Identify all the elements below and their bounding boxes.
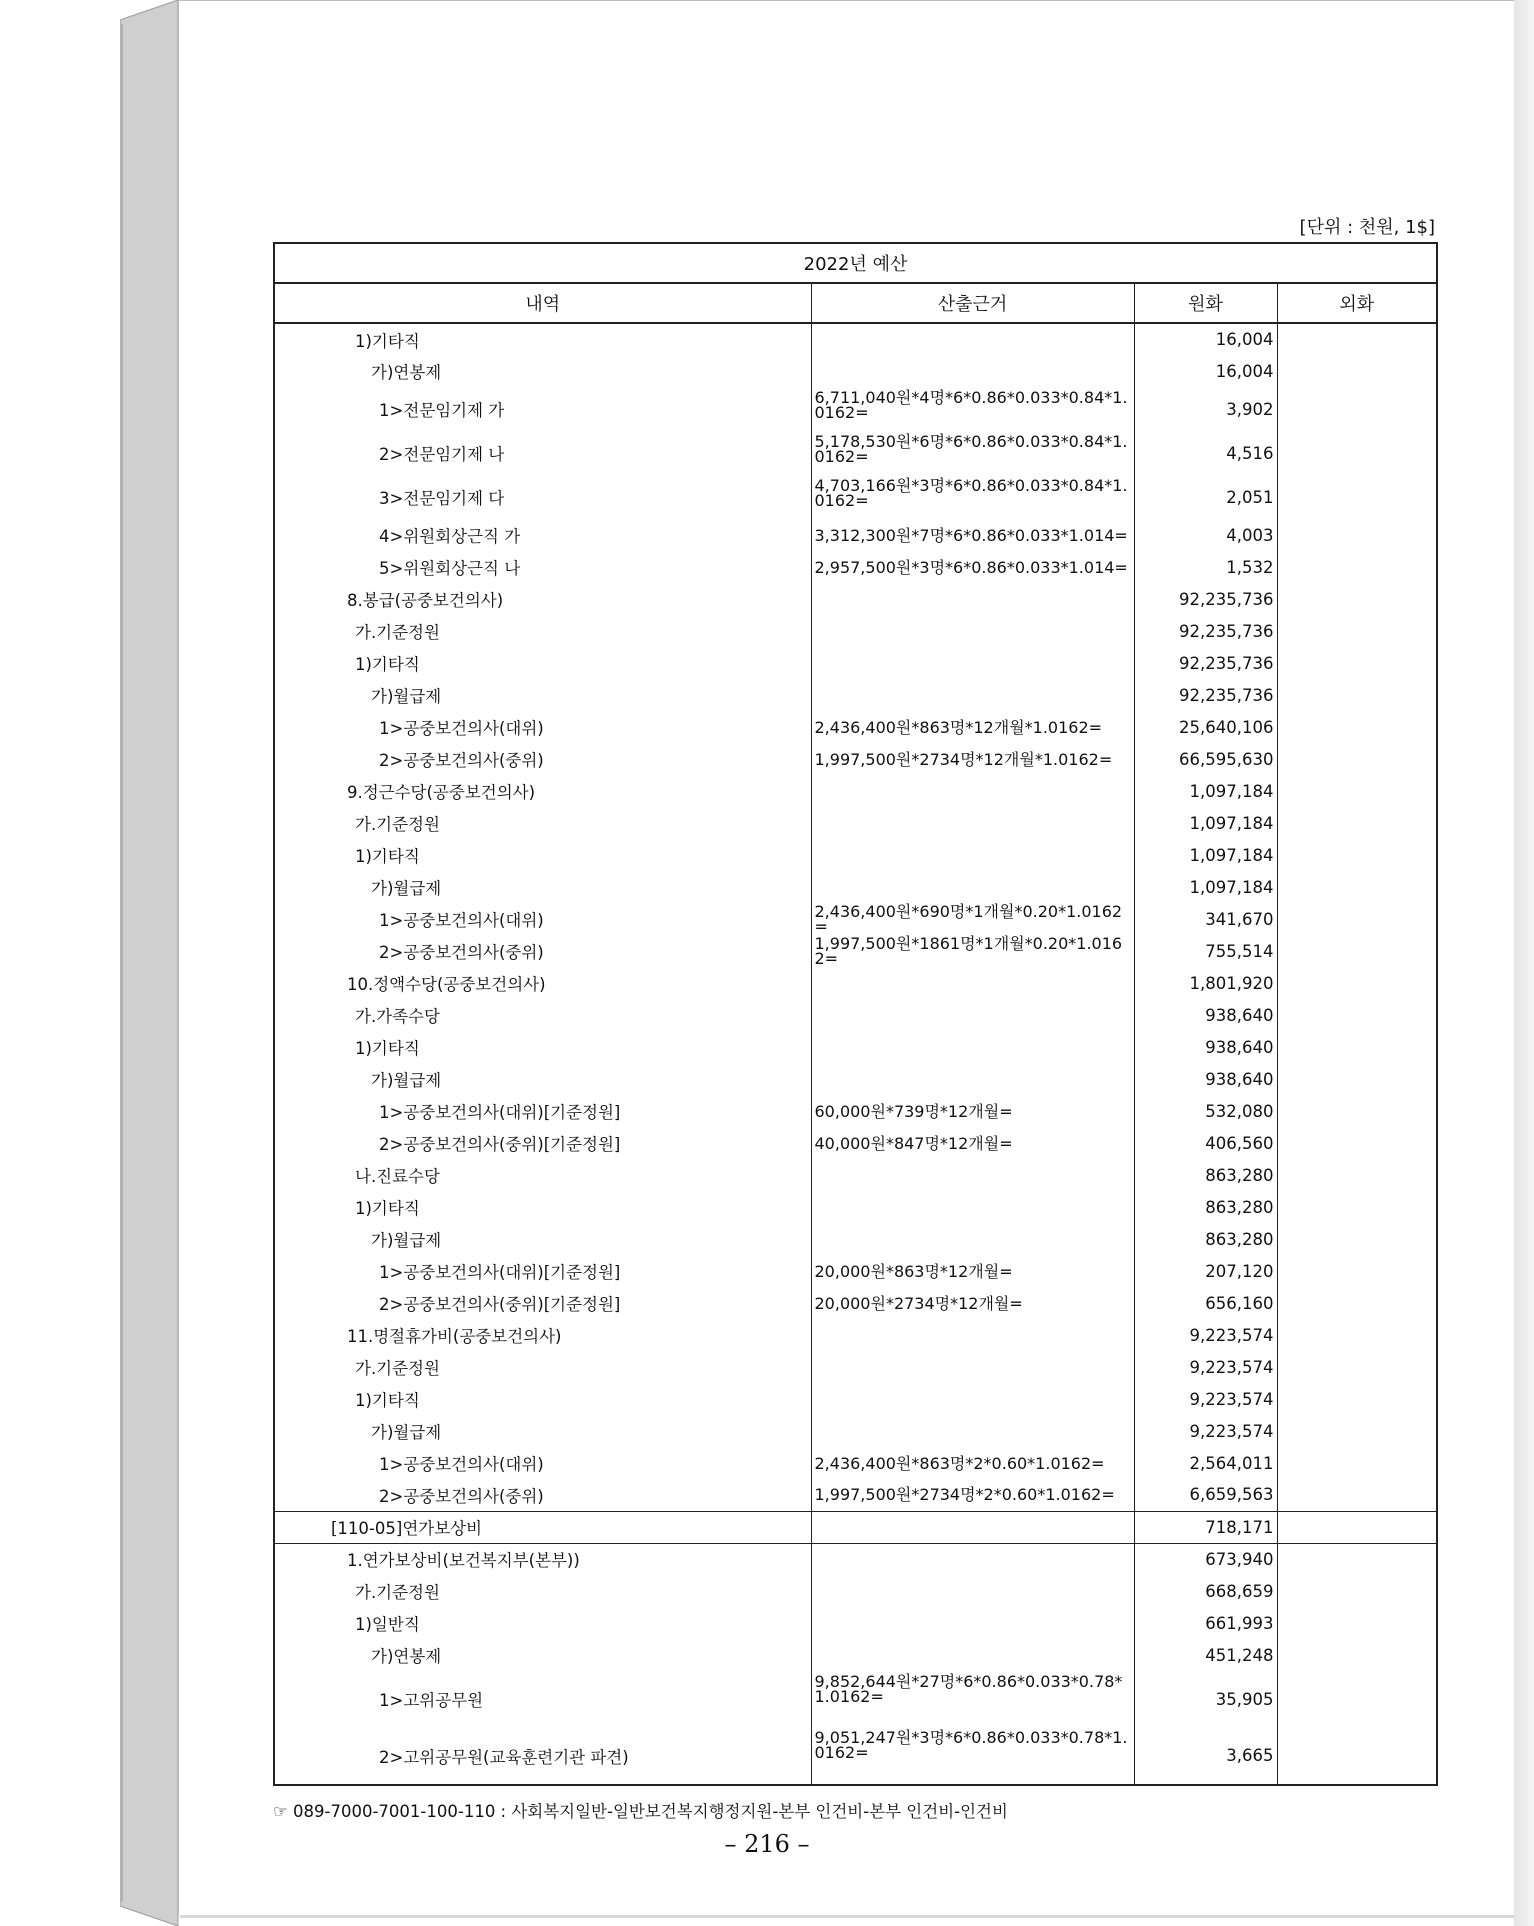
row-basis [811,1575,1134,1607]
row-desc: 2>공중보건의사(중위) [274,935,811,967]
table-row [274,1287,1437,1319]
row-desc: 가)월급제 [274,871,811,903]
row-krw: 16,004 [1134,355,1277,387]
table-row [274,839,1437,871]
row-desc: 1)기타직 [274,647,811,679]
row-krw: 92,235,736 [1134,615,1277,647]
row-krw: 2,051 [1134,475,1277,519]
row-krw: 4,003 [1134,519,1277,551]
row-krw: 92,235,736 [1134,583,1277,615]
row-basis: 2,436,400원*690명*1개월*0.20*1.0162= [811,903,1134,935]
row-basis [811,775,1134,807]
row-basis: 3,312,300원*7명*6*0.86*0.033*1.014= [811,519,1134,551]
table-row [274,775,1437,807]
row-fx [1277,1287,1437,1319]
table-row [274,355,1437,387]
table-row [274,475,1437,519]
table-row [274,1351,1437,1383]
row-desc: 1>공중보건의사(대위)[기준정원] [274,1095,811,1127]
row-basis: 2,957,500원*3명*6*0.86*0.033*1.014= [811,551,1134,583]
table-row [274,1607,1437,1639]
unit-label: [단위 : 천원, 1$] [1299,217,1435,238]
row-basis: 2,436,400원*863명*2*0.60*1.0162= [811,1447,1134,1479]
row-desc: 2>공중보건의사(중위) [274,743,811,775]
table-row [274,1543,1437,1575]
table-title: 2022년 예산 [274,243,1437,283]
table-row [274,1447,1437,1479]
table-row [274,999,1437,1031]
row-desc: 3>전문임기제 다 [274,475,811,519]
row-krw: 863,280 [1134,1159,1277,1191]
table-row [274,1319,1437,1351]
row-desc: 9.정근수당(공중보건의사) [274,775,811,807]
table-row [274,1511,1437,1543]
row-basis [811,1415,1134,1447]
row-desc: 가.기준정원 [274,1351,811,1383]
row-basis: 2,436,400원*863명*12개월*1.0162= [811,711,1134,743]
row-basis [811,1191,1134,1223]
table-row [274,679,1437,711]
table-row [274,1031,1437,1063]
table-row [274,431,1437,475]
header-krw: 원화 [1134,283,1277,323]
row-fx [1277,1191,1437,1223]
row-krw: 673,940 [1134,1543,1277,1575]
row-desc: 1>전문임기제 가 [274,387,811,431]
row-krw: 1,097,184 [1134,871,1277,903]
header-desc: 내역 [274,283,811,323]
row-krw: 25,640,106 [1134,711,1277,743]
table-row [274,1575,1437,1607]
row-desc: 1)일반직 [274,1607,811,1639]
row-krw: 4,516 [1134,431,1277,475]
row-fx [1277,935,1437,967]
row-krw: 406,560 [1134,1127,1277,1159]
row-basis: 4,703,166원*3명*6*0.86*0.033*0.84*1.0162= [811,475,1134,519]
row-krw: 938,640 [1134,1063,1277,1095]
row-fx [1277,1127,1437,1159]
table-row [274,1063,1437,1095]
row-fx [1277,1727,1437,1785]
row-desc: 1)기타직 [274,839,811,871]
table-row [274,647,1437,679]
row-fx [1277,1095,1437,1127]
row-krw: 6,659,563 [1134,1479,1277,1511]
row-desc: 2>공중보건의사(중위)[기준정원] [274,1287,811,1319]
budget-table [273,242,1438,1786]
table-row [274,583,1437,615]
table-row [274,519,1437,551]
row-basis: 5,178,530원*6명*6*0.86*0.033*0.84*1.0162= [811,431,1134,475]
row-basis: 20,000원*863명*12개월= [811,1255,1134,1287]
row-basis [811,583,1134,615]
row-krw: 2,564,011 [1134,1447,1277,1479]
row-basis [811,1543,1134,1575]
page-number: – 216 – [724,1830,810,1858]
row-krw: 1,097,184 [1134,807,1277,839]
row-desc: 가.기준정원 [274,615,811,647]
row-fx [1277,387,1437,431]
row-krw: 16,004 [1134,323,1277,355]
row-fx [1277,1319,1437,1351]
table-row [274,1415,1437,1447]
row-krw: 66,595,630 [1134,743,1277,775]
row-fx [1277,1511,1437,1543]
row-desc: 4>위원회상근직 가 [274,519,811,551]
row-krw: 92,235,736 [1134,647,1277,679]
row-fx [1277,1031,1437,1063]
row-krw: 938,640 [1134,1031,1277,1063]
row-krw: 863,280 [1134,1223,1277,1255]
table-row [274,1127,1437,1159]
row-desc: 1)기타직 [274,1383,811,1415]
row-desc: 1)기타직 [274,1031,811,1063]
row-basis [811,1607,1134,1639]
row-basis [811,999,1134,1031]
row-fx [1277,1383,1437,1415]
row-fx [1277,807,1437,839]
row-fx [1277,1351,1437,1383]
row-desc: 1)기타직 [274,323,811,355]
row-basis [811,1159,1134,1191]
row-basis: 60,000원*739명*12개월= [811,1095,1134,1127]
row-desc: 나.진료수당 [274,1159,811,1191]
row-fx [1277,583,1437,615]
row-basis: 1,997,500원*2734명*2*0.60*1.0162= [811,1479,1134,1511]
row-basis [811,1351,1134,1383]
row-basis [811,839,1134,871]
row-krw: 3,902 [1134,387,1277,431]
row-desc: 가)연봉제 [274,1639,811,1671]
row-basis [811,807,1134,839]
table-row [274,1639,1437,1671]
table-row [274,323,1437,355]
row-krw: 532,080 [1134,1095,1277,1127]
row-fx [1277,551,1437,583]
row-basis: 20,000원*2734명*12개월= [811,1287,1134,1319]
row-desc: 1>공중보건의사(대위) [274,711,811,743]
row-desc: 1)기타직 [274,1191,811,1223]
row-basis [811,323,1134,355]
row-basis [811,615,1134,647]
row-basis: 1,997,500원*2734명*12개월*1.0162= [811,743,1134,775]
footer-code-note: ☞ 089-7000-7001-100-110 : 사회복지일반-일반보건복지행정지원-본부 인건비-본부 인건비-인건비 [273,1802,1008,1821]
row-basis [811,355,1134,387]
row-fx [1277,775,1437,807]
row-fx [1277,967,1437,999]
row-fx [1277,1671,1437,1727]
row-krw: 668,659 [1134,1575,1277,1607]
row-desc: 11.명절휴가비(공중보건의사) [274,1319,811,1351]
row-desc: 가)월급제 [274,679,811,711]
page-right-edge [1514,0,1534,1926]
table-row [274,711,1437,743]
row-fx [1277,743,1437,775]
row-fx [1277,1063,1437,1095]
row-fx [1277,1607,1437,1639]
row-fx [1277,903,1437,935]
row-fx [1277,1415,1437,1447]
row-krw: 207,120 [1134,1255,1277,1287]
row-desc: 가)연봉제 [274,355,811,387]
row-basis [811,1063,1134,1095]
row-fx [1277,323,1437,355]
table-row [274,1479,1437,1511]
table-row [274,1223,1437,1255]
row-krw: 661,993 [1134,1607,1277,1639]
row-desc: 가)월급제 [274,1415,811,1447]
row-krw: 938,640 [1134,999,1277,1031]
table-row [274,967,1437,999]
row-fx [1277,839,1437,871]
row-fx [1277,355,1437,387]
row-fx [1277,711,1437,743]
row-fx [1277,1447,1437,1479]
row-basis [811,1223,1134,1255]
row-basis: 6,711,040원*4명*6*0.86*0.033*0.84*1.0162= [811,387,1134,431]
table-row [274,1727,1437,1785]
row-desc: 1>공중보건의사(대위) [274,903,811,935]
row-basis [811,1319,1134,1351]
row-krw: 9,223,574 [1134,1319,1277,1351]
header-basis: 산출근거 [811,283,1134,323]
table-row [274,935,1437,967]
row-desc: 1>공중보건의사(대위)[기준정원] [274,1255,811,1287]
row-basis: 40,000원*847명*12개월= [811,1127,1134,1159]
row-desc: 2>전문임기제 나 [274,431,811,475]
row-fx [1277,519,1437,551]
row-krw: 341,670 [1134,903,1277,935]
row-basis [811,1639,1134,1671]
row-krw: 9,223,574 [1134,1415,1277,1447]
table-header-row [274,283,1437,323]
row-basis [811,1383,1134,1415]
row-fx [1277,1543,1437,1575]
row-desc: 2>고위공무원(교육훈련기관 파견) [274,1727,811,1785]
row-desc: 가.가족수당 [274,999,811,1031]
row-desc: 8.봉급(공중보건의사) [274,583,811,615]
table-row [274,615,1437,647]
row-krw: 1,097,184 [1134,839,1277,871]
row-krw: 9,223,574 [1134,1383,1277,1415]
row-krw: 656,160 [1134,1287,1277,1319]
row-fx [1277,1479,1437,1511]
row-basis [811,1511,1134,1543]
row-fx [1277,475,1437,519]
row-krw: 718,171 [1134,1511,1277,1543]
row-desc: 2>공중보건의사(중위)[기준정원] [274,1127,811,1159]
row-fx [1277,1639,1437,1671]
table-row [274,903,1437,935]
table-row [274,1383,1437,1415]
row-desc: 1.연가보상비(보건복지부(본부)) [274,1543,811,1575]
row-basis: 9,051,247원*3명*6*0.86*0.033*0.78*1.0162= [811,1727,1134,1785]
row-fx [1277,647,1437,679]
row-basis [811,1031,1134,1063]
row-desc: 가.기준정원 [274,1575,811,1607]
row-fx [1277,615,1437,647]
row-desc: 2>공중보건의사(중위) [274,1479,811,1511]
row-krw: 755,514 [1134,935,1277,967]
row-fx [1277,431,1437,475]
row-desc: 10.정액수당(공중보건의사) [274,967,811,999]
header-fx: 외화 [1277,283,1437,323]
row-krw: 451,248 [1134,1639,1277,1671]
row-fx [1277,1159,1437,1191]
row-krw: 35,905 [1134,1671,1277,1727]
table-body [274,323,1437,1785]
table-row [274,743,1437,775]
row-basis: 9,852,644원*27명*6*0.86*0.033*0.78*1.0162= [811,1671,1134,1727]
row-desc: 가)월급제 [274,1223,811,1255]
table-row [274,1671,1437,1727]
row-desc: 가.기준정원 [274,807,811,839]
table-row [274,1159,1437,1191]
table-row [274,871,1437,903]
table-row [274,387,1437,431]
row-basis: 1,997,500원*1861명*1개월*0.20*1.0162= [811,935,1134,967]
table-row [274,1255,1437,1287]
row-krw: 1,097,184 [1134,775,1277,807]
row-fx [1277,999,1437,1031]
row-desc: [110-05]연가보상비 [274,1511,811,1543]
row-desc: 5>위원회상근직 나 [274,551,811,583]
row-krw: 9,223,574 [1134,1351,1277,1383]
row-fx [1277,1223,1437,1255]
table-title-row [274,243,1437,283]
row-krw: 3,665 [1134,1727,1277,1785]
table-row [274,551,1437,583]
row-fx [1277,871,1437,903]
book-spine-edge [120,0,180,1926]
table-row [274,1095,1437,1127]
row-basis [811,679,1134,711]
row-basis [811,871,1134,903]
row-basis [811,967,1134,999]
row-fx [1277,679,1437,711]
row-krw: 1,801,920 [1134,967,1277,999]
row-desc: 1>고위공무원 [274,1671,811,1727]
row-krw: 92,235,736 [1134,679,1277,711]
row-krw: 863,280 [1134,1191,1277,1223]
table-row [274,807,1437,839]
row-basis [811,647,1134,679]
row-fx [1277,1575,1437,1607]
row-desc: 1>공중보건의사(대위) [274,1447,811,1479]
row-krw: 1,532 [1134,551,1277,583]
row-desc: 가)월급제 [274,1063,811,1095]
row-fx [1277,1255,1437,1287]
table-row [274,1191,1437,1223]
